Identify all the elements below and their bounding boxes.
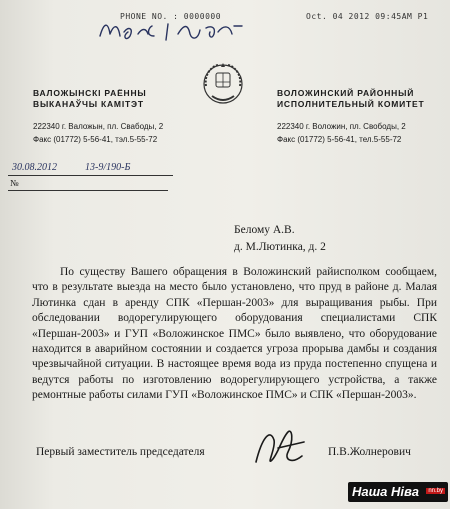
handwritten-note xyxy=(96,18,246,42)
handwritten-signature xyxy=(248,418,308,478)
sender-street-russian: 222340 г. Воложин, пл. Свободы, 2 xyxy=(277,122,406,131)
sender-org-belarusian xyxy=(33,88,183,110)
sender-org-belarusian-line2: ВЫКАНАЎЧЫ КАМІТЭТ xyxy=(33,99,144,109)
nasha-niva-watermark xyxy=(348,482,448,502)
sender-org-russian-line1: ВОЛОЖИНСКИЙ РАЙОННЫЙ xyxy=(277,88,415,98)
sender-org-russian xyxy=(277,88,447,110)
signer-name: П.В.Жолнерович xyxy=(328,446,411,458)
sender-fax-russian: Факс (01772) 5-56-41, тел.5-55-72 xyxy=(277,135,402,144)
state-emblem-icon xyxy=(200,60,246,106)
letter-body-paragraph: По существу Вашего обращения в Воложинский райисполком сообщаем, что в результате выезда на место было установлено, что пруд в районе д. Малая Лютинка сдан в аренду СПК «Першан-2003» для выращивания рыбы. При обследовании водорегулирующего оборудования специалистами СПК «Першан-2003» и ГУП «Воложинское ПМС» было выявлено, что оборудование находится в аварийном состоянии и создается угроза прорыва дамбы и создания чрезвычайной ситуации. В настоящее время вода из пруда постепенно спущена и ведутся работы по изготовлению водорегулирующего устройства, а также ремонтные работы силами ГУП «Воложинское ПМС» и СПК «Першан-2003». xyxy=(32,266,437,402)
sender-address-belarusian xyxy=(33,120,223,146)
fax-phone-number: PHONE NO. : 0000000 xyxy=(120,12,222,21)
recipient-address: д. М.Лютинка, д. 2 xyxy=(234,241,326,253)
sender-org-russian-line2: ИСПОЛНИТЕЛЬНЫЙ КОМИТЕТ xyxy=(277,99,425,109)
watermark-name: Наша Ніва xyxy=(352,484,419,499)
sender-org-belarusian-line1: ВАЛОЖЫНСКІ РАЁННЫ xyxy=(33,88,147,98)
sender-fax-belarusian: Факс (01772) 5-56-41, тэл.5-55-72 xyxy=(33,135,158,144)
watermark-site: nn.by xyxy=(428,488,443,494)
sender-street-belarusian: 222340 г. Валожын, пл. Свабоды, 2 xyxy=(33,122,164,131)
letter-body xyxy=(32,265,437,404)
sender-address-russian xyxy=(277,120,450,146)
registration-date: 30.08.2012 xyxy=(12,162,57,173)
registration-line-bottom xyxy=(8,190,168,191)
registration-no-prefix: № xyxy=(10,178,19,188)
registration-number: 13-9/190-Б xyxy=(85,162,131,173)
recipient-block xyxy=(234,222,326,256)
registration-line-top xyxy=(8,175,173,176)
fax-timestamp: Oct. 04 2012 09:45AM P1 xyxy=(306,12,429,21)
recipient-name: Белому А.В. xyxy=(234,224,295,236)
signer-title: Первый заместитель председателя xyxy=(36,446,205,458)
